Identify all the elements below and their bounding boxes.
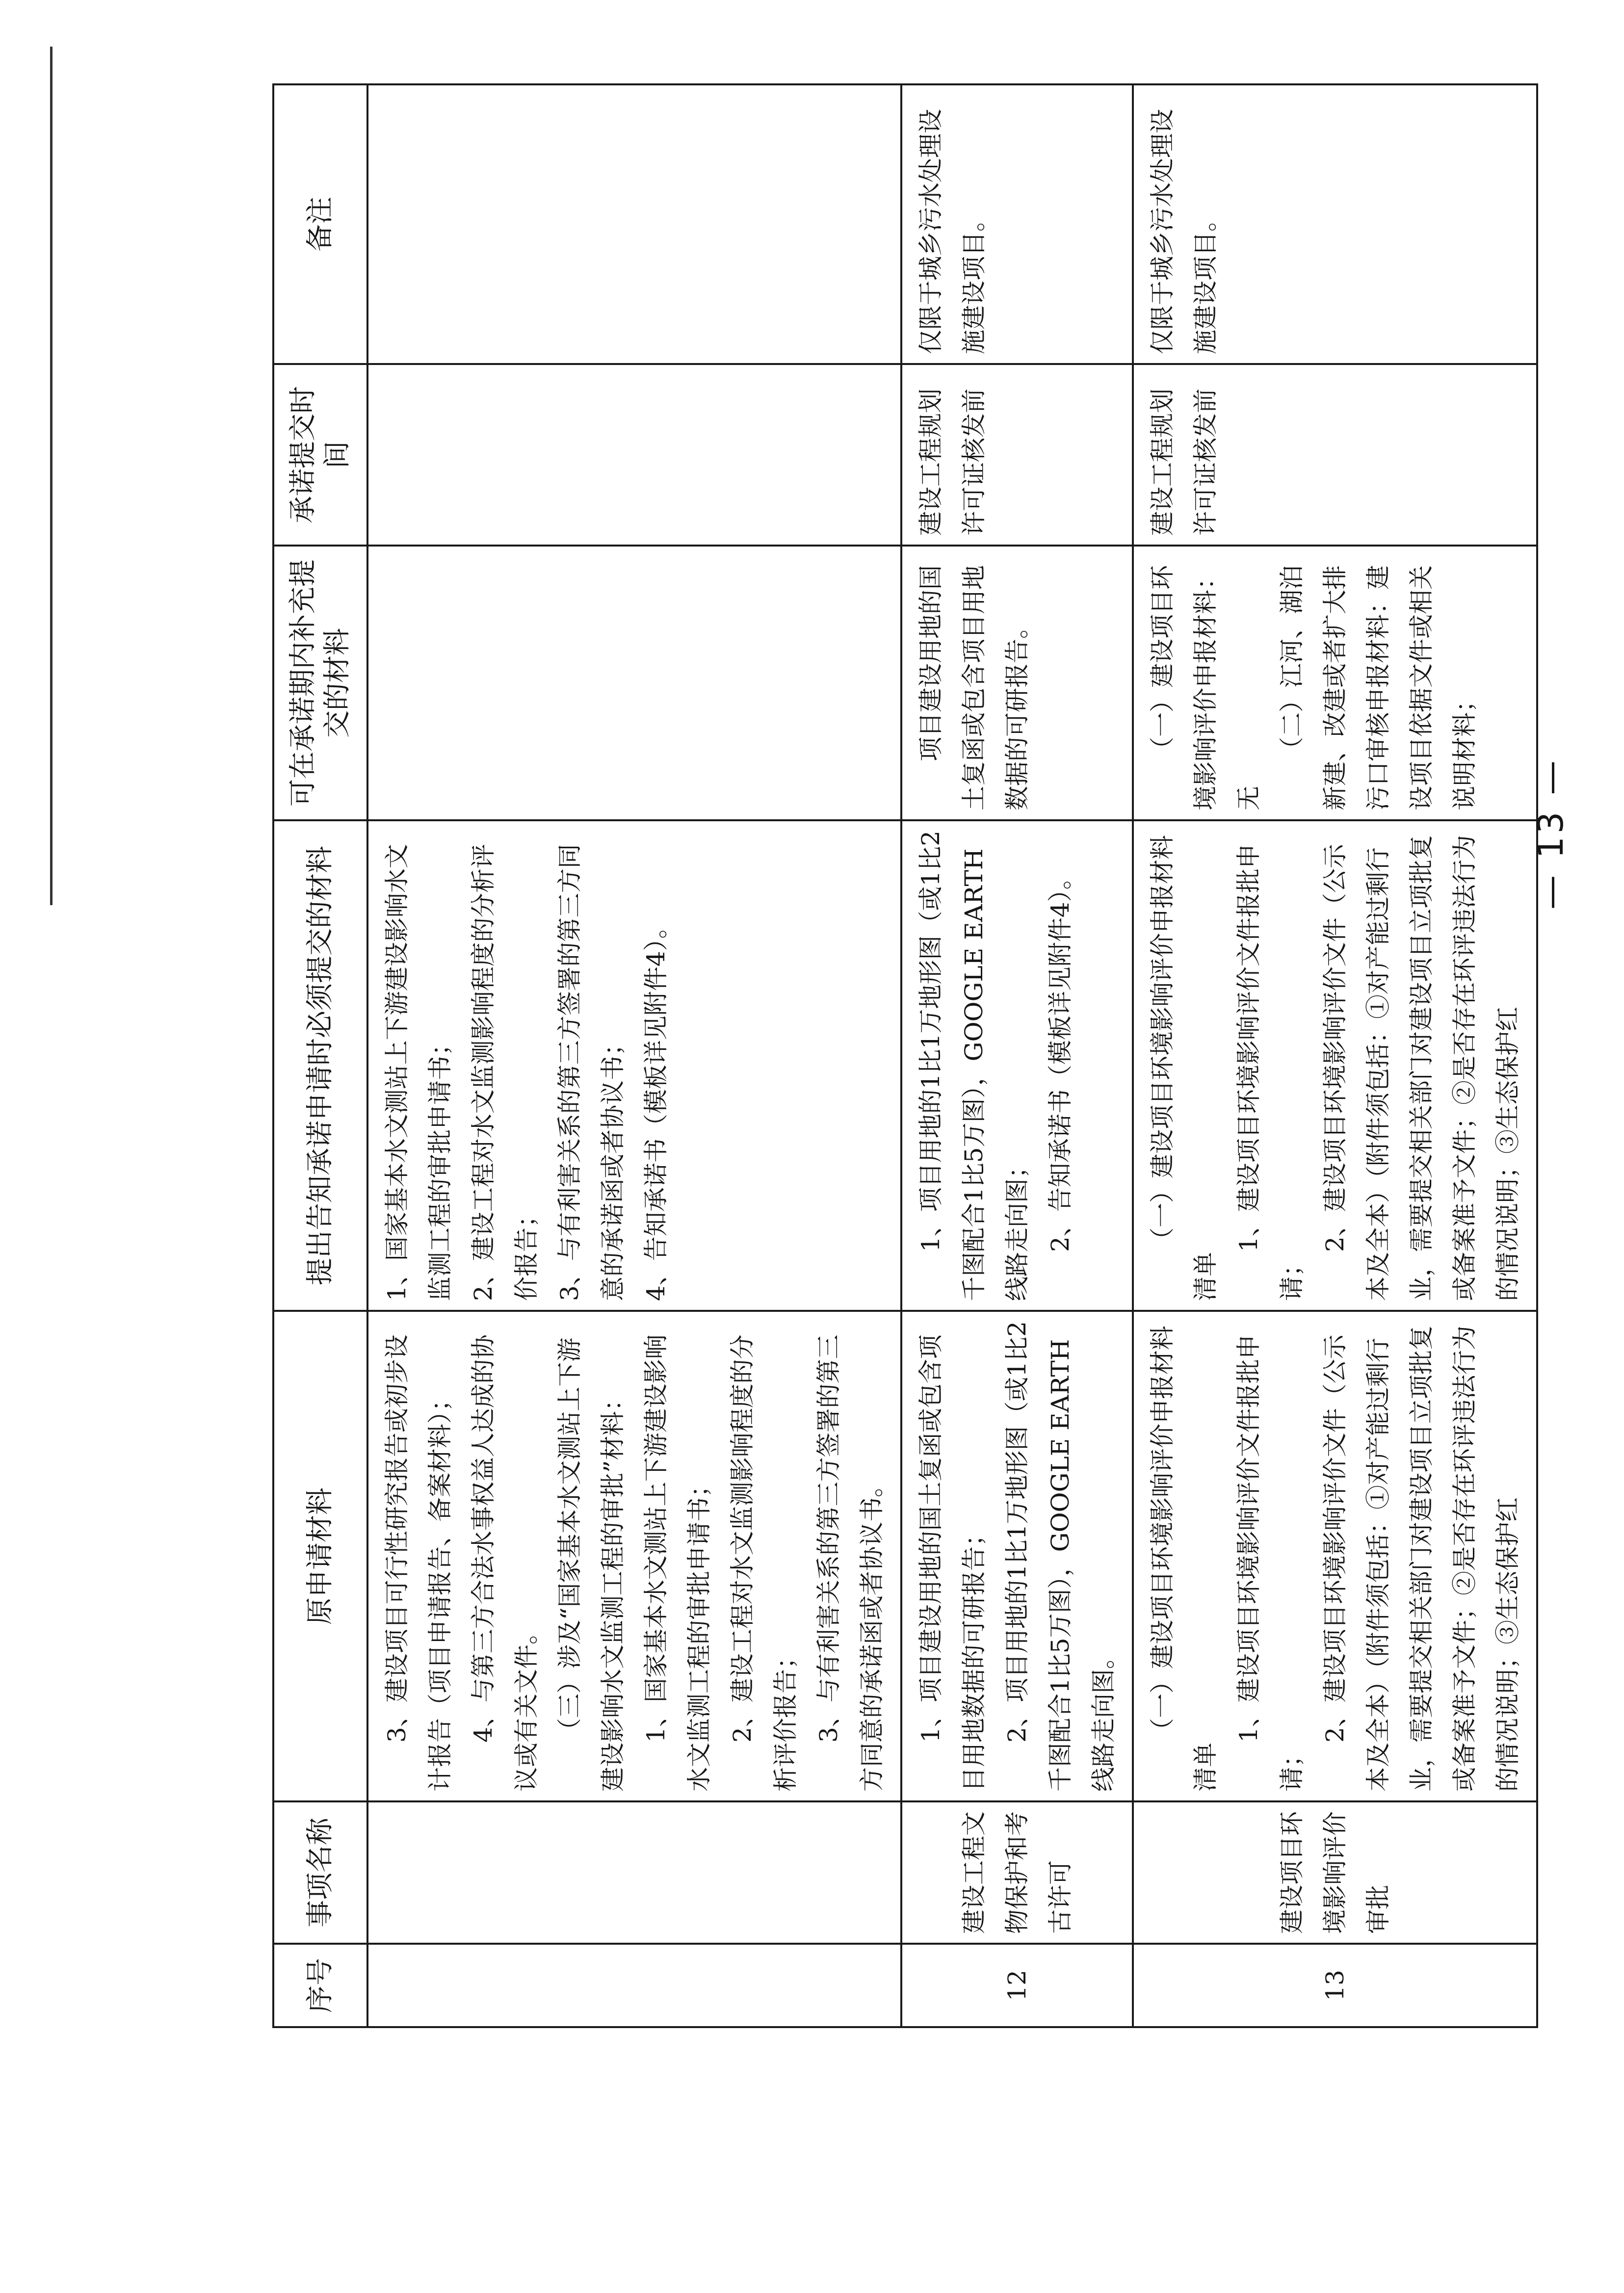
row-deadline: 建设工程规划许可证核发前 bbox=[901, 364, 1133, 546]
header-required: 提出告知承诺申请时必须提交的材料 bbox=[273, 820, 367, 1311]
row-original bbox=[1133, 1311, 1537, 1801]
row-original bbox=[367, 1311, 901, 1801]
row-name: 建设项目环境影响评价审批 bbox=[1133, 1801, 1537, 1944]
table-row bbox=[901, 84, 1133, 2027]
header-deadline: 承诺提交时间 bbox=[273, 364, 367, 546]
row-seq bbox=[367, 1944, 901, 2027]
paragraph: 1、项目用地的1比1万地形图（或1比2千图配合1比5万图），GOOGLE EARTH线路走向图； bbox=[917, 830, 1031, 1301]
paragraph: （一）建设项目环境影响评价申报材料清单 bbox=[1148, 835, 1220, 1301]
row-supplement bbox=[367, 546, 901, 820]
row-remark: 仅限于城乡污水处理设施建设项目。 bbox=[1133, 84, 1537, 364]
paragraph: 2、项目用地的1比1万地形图（或1比2千图配合1比5万图），GOOGLE EARTH线路走向图。 bbox=[1003, 1321, 1118, 1792]
row-name: 建设工程文物保护和考古许可 bbox=[901, 1801, 1133, 1944]
header-remark: 备注 bbox=[273, 84, 367, 364]
row-seq: 13 bbox=[1133, 1944, 1537, 2027]
row-seq: 12 bbox=[901, 1944, 1133, 2027]
paragraph: 3、建设项目可行性研究报告或初步设计报告（项目申请报告、备案材料）； bbox=[383, 1334, 454, 1792]
paragraph: 1、项目建设用地的国土复函或包含项目用地数据的可研报告； bbox=[917, 1334, 988, 1792]
paragraph: 2、建设工程对水文监测影响程度的分析评价报告； bbox=[469, 844, 541, 1301]
paragraph: （一）建设项目环境影响评价申报材料清单 bbox=[1148, 1326, 1220, 1792]
row-original bbox=[901, 1311, 1133, 1801]
row-required bbox=[367, 820, 901, 1311]
paragraph: 2、建设项目环境影响评价文件（公示本及全本）（附件须包括：①对产能过剩行业，需要提交相关部门对建设项目立项批复或备案准予文件；②是否存在环评违法行为的情况说明；③生态保护红 bbox=[1321, 835, 1522, 1301]
row-supplement bbox=[1133, 546, 1537, 820]
paragraph: （三）涉及“国家基本水文测站上下游建设影响水文监测工程的审批”材料： bbox=[555, 1337, 627, 1792]
row-deadline bbox=[367, 364, 901, 546]
paragraph: 1、国家基本水文测站上下游建设影响水文监测工程的审批申请书； bbox=[383, 844, 454, 1301]
page-number: — 13 — bbox=[1531, 757, 1571, 910]
row-remark bbox=[367, 84, 901, 364]
row-required bbox=[1133, 820, 1537, 1311]
materials-table bbox=[272, 83, 1538, 2028]
header-supplement: 可在承诺期内补充提交的材料 bbox=[273, 546, 367, 820]
paragraph: 4、告知承诺书（模板详见附件4）。 bbox=[642, 914, 670, 1301]
paragraph: （二）江河、湖泊新建、改建或者扩大排污口审核申报材料：建设项目依据文件或相关说明材料； bbox=[1278, 565, 1479, 810]
paragraph: 4、与第三方合法水事权益人达成的协议或有关文件。 bbox=[469, 1334, 541, 1792]
paragraph: 3、与有利害关系的第三方签署的第三方同意的承诺函或者协议书。 bbox=[814, 1334, 886, 1792]
row-supplement bbox=[901, 546, 1133, 820]
header-seq: 序号 bbox=[273, 1944, 367, 2027]
table-row bbox=[1133, 84, 1537, 2027]
paragraph: 项目建设用地的国土复函或包含项目用地数据的可研报告。 bbox=[917, 565, 1031, 810]
paragraph: 2、建设项目环境影响评价文件（公示本及全本）（附件须包括：①对产能过剩行业，需要提交相关部门对建设项目立项批复或备案准予文件；②是否存在环评违法行为的情况说明；③生态保护红 bbox=[1321, 1326, 1522, 1792]
table-row bbox=[367, 84, 901, 2027]
paragraph: 1、国家基本水文测站上下游建设影响水文监测工程的审批申请书； bbox=[642, 1334, 713, 1792]
header-name: 事项名称 bbox=[273, 1801, 367, 1944]
paragraph: 1、建设项目环境影响评价文件报批申请； bbox=[1234, 1334, 1306, 1792]
paragraph: 2、告知承诺书（模板详见附件4）。 bbox=[1046, 865, 1074, 1252]
row-name bbox=[367, 1801, 901, 1944]
row-required bbox=[901, 820, 1133, 1311]
row-remark: 仅限于城乡污水处理设施建设项目。 bbox=[901, 84, 1133, 364]
paragraph: 3、与有利害关系的第三方签署的第三方同意的承诺函或者协议书； bbox=[555, 844, 627, 1301]
row-deadline: 建设工程规划许可证核发前 bbox=[1133, 364, 1537, 546]
header-original: 原申请材料 bbox=[273, 1311, 367, 1801]
paragraph: 1、建设项目环境影响评价文件报批申请； bbox=[1234, 844, 1306, 1301]
paragraph: （一）建设项目环境影响评价申报材料：无 bbox=[1148, 565, 1263, 810]
paragraph: 2、建设工程对水文监测影响程度的分析评价报告； bbox=[728, 1334, 800, 1792]
table-header-row bbox=[273, 84, 367, 2027]
